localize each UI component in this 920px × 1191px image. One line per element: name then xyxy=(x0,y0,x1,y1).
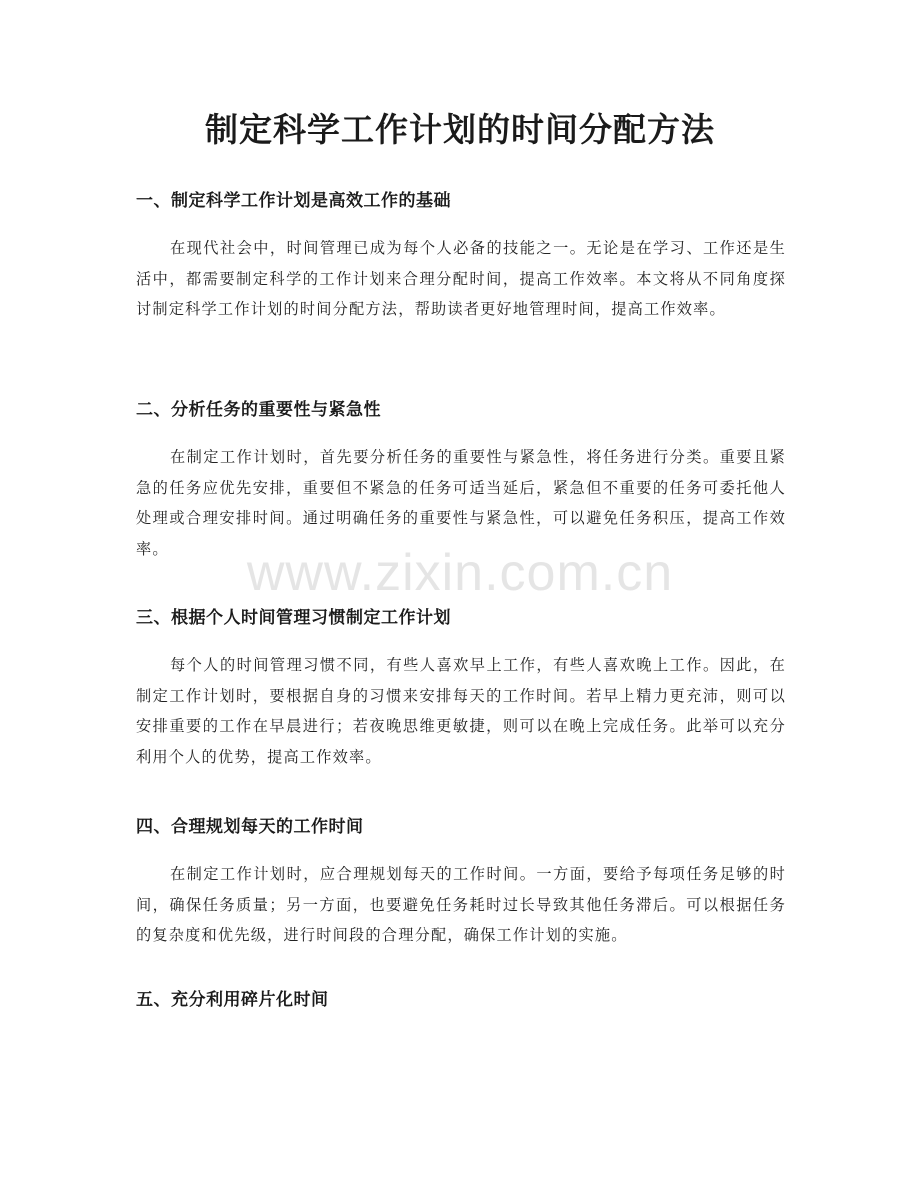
section-3 xyxy=(136,606,786,772)
section-heading: 一、制定科学工作计划是高效工作的基础 xyxy=(136,191,451,211)
section-paragraph: 在现代社会中，时间管理已成为每个人必备的技能之一。无论是在学习、工作还是生活中，都需要制定科学的工作计划来合理分配时间，提高工作效率。本文将从不同角度探讨制定科学工作计划的时间分配方法，帮助读者更好地管理时间，提高工作效率。 xyxy=(136,239,786,318)
section-5 xyxy=(136,988,786,1012)
section-heading: 四、合理规划每天的工作时间 xyxy=(136,817,364,837)
section-1 xyxy=(136,189,786,325)
section-heading: 二、分析任务的重要性与紧急性 xyxy=(136,400,381,420)
section-2 xyxy=(136,398,786,564)
section-paragraph: 在制定工作计划时，应合理规划每天的工作时间。一方面，要给予每项任务足够的时间，确保任务质量；另一方面，也要避免任务耗时过长导致其他任务滞后。可以根据任务的复杂度和优先级，进行时间段的合理分配，确保工作计划的实施。 xyxy=(136,865,786,944)
section-paragraph: 在制定工作计划时，首先要分析任务的重要性与紧急性，将任务进行分类。重要且紧急的任务应优先安排，重要但不紧急的任务可适当延后，紧急但不重要的任务可委托他人处理或合理安排时间。通过明确任务的重要性与紧急性，可以避免任务积压，提高工作效率。 xyxy=(136,448,786,558)
section-paragraph: 每个人的时间管理习惯不同，有些人喜欢早上工作，有些人喜欢晚上工作。因此，在制定工作计划时，要根据自身的习惯来安排每天的工作时间。若早上精力更充沛，则可以安排重要的工作在早晨进行；若夜晚思维更敏捷，则可以在晚上完成任务。此举可以充分利用个人的优势，提高工作效率。 xyxy=(136,656,786,766)
watermark: www.zixin.com.cn xyxy=(246,544,674,602)
section-4 xyxy=(136,815,786,951)
section-heading: 五、充分利用碎片化时间 xyxy=(136,990,329,1010)
section-heading: 三、根据个人时间管理习惯制定工作计划 xyxy=(136,608,451,628)
document-title: 制定科学工作计划的时间分配方法 xyxy=(205,110,715,149)
